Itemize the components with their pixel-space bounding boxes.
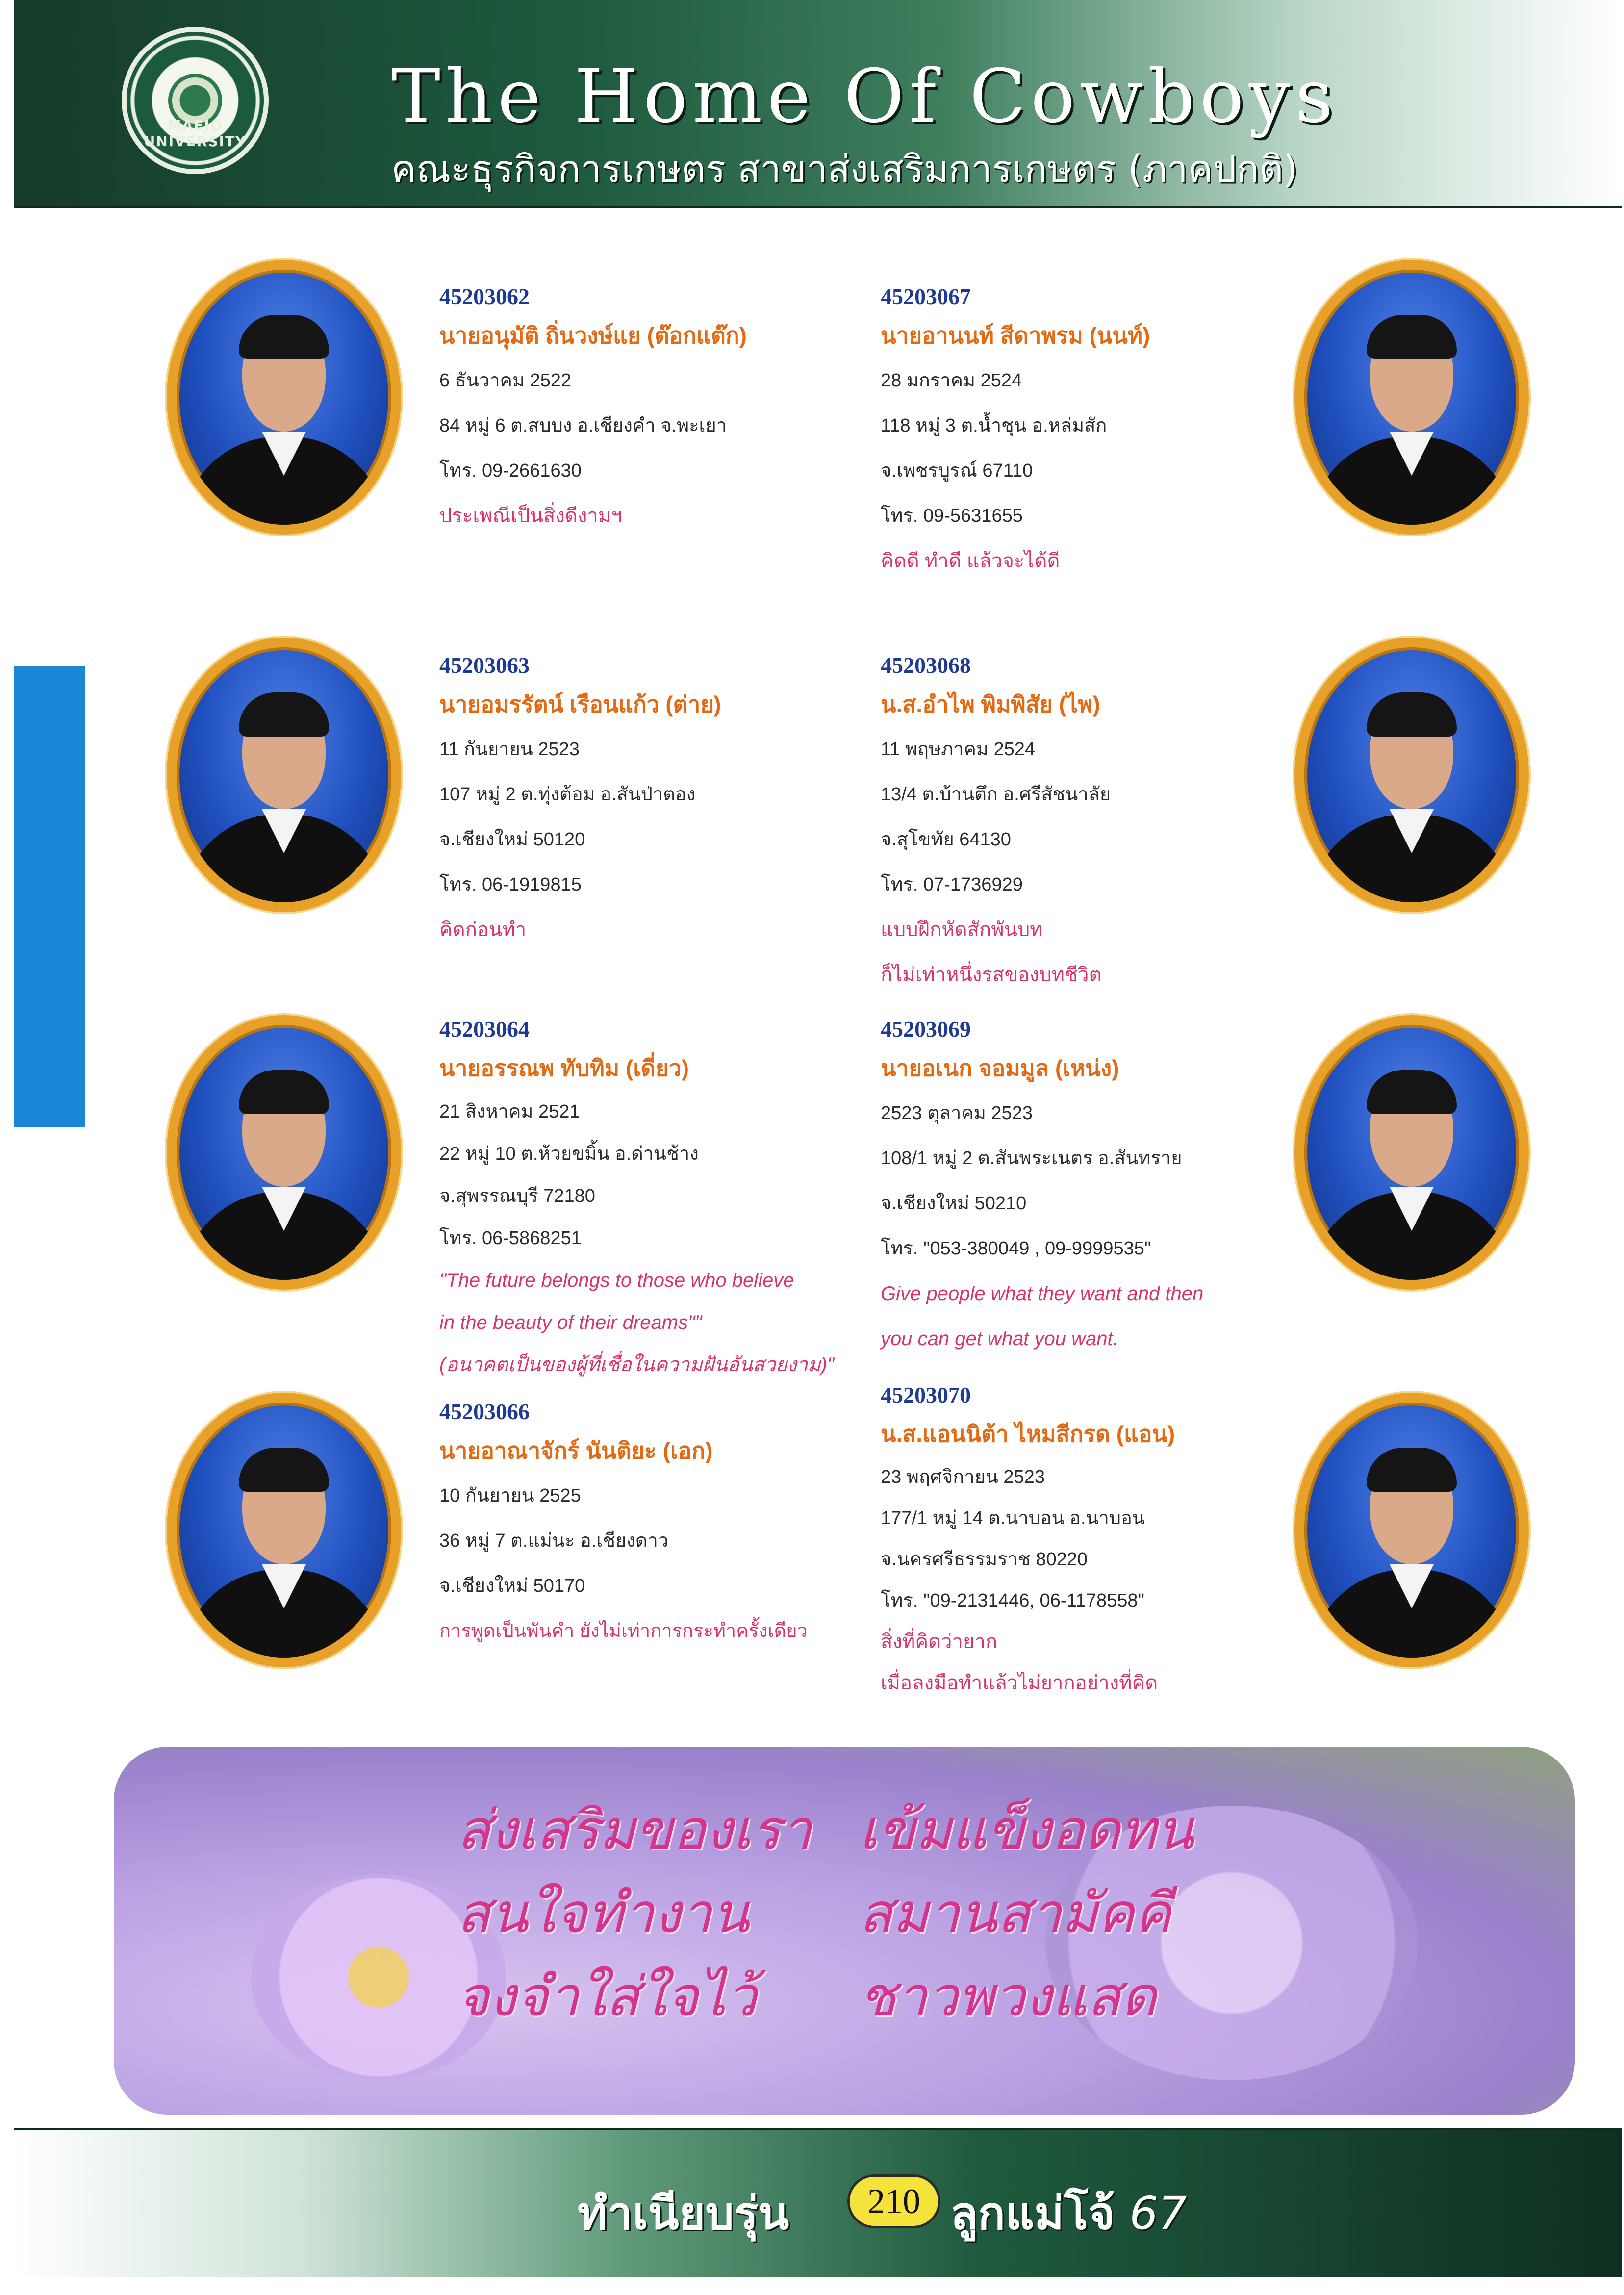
motto-line: ประเพณีเป็นสิ่งดีงามฯ: [439, 505, 622, 527]
student-entry: [439, 1013, 861, 1386]
student-id: 45203067: [881, 284, 971, 309]
slogan-line: จงจำใส่ใจไว้: [457, 1965, 757, 2029]
address-line: จ.เชียงใหม่ 50210: [881, 1193, 1027, 1214]
student-entry: [881, 280, 1302, 584]
student-name: นายอาณาจักร์ นันติยะ (เอก): [439, 1438, 713, 1463]
phone: โทร. 09-5631655: [881, 506, 1023, 526]
motto-line: แบบฝึกหัดสักพันบท: [881, 919, 1043, 941]
motto-line: สิ่งที่คิดว่ายาก: [881, 1631, 998, 1653]
motto-line: การพูดเป็นพันคำ ยังไม่เท่าการกระทำครั้งเดียว: [439, 1621, 808, 1641]
address-line: 22 หมู่ 10 ต.ห้วยขมิ้น อ.ด่านช้าง: [439, 1144, 699, 1164]
motto-line: (อนาคตเป็นของผู้ที่เชื่อในความฝันอันสวยงาม)": [439, 1354, 835, 1376]
student-name: นายอมรรัตน์ เรือนแก้ว (ต่าย): [439, 691, 721, 717]
footer-subtitle: [950, 2177, 1187, 2249]
phone: โทร. 06-5868251: [439, 1228, 582, 1249]
motto-line: in the beauty of their dreams"": [439, 1312, 702, 1333]
student-photo-45203062: [167, 260, 401, 535]
student-entry: [881, 1379, 1302, 1704]
student-id: 45203066: [439, 1399, 530, 1424]
page-number: 210: [847, 2174, 940, 2228]
slogan-line: สมานสามัคคี: [859, 1882, 1171, 1945]
page-subtitle: คณะธุรกิจการเกษตร สาขาส่งเสริมการเกษตร (ภาคปกติ): [391, 147, 1298, 191]
birth-date: 23 พฤศจิกายน 2523: [881, 1467, 1045, 1487]
student-id: 45203070: [881, 1382, 971, 1407]
address-line: จ.เพชรบูรณ์ 67110: [881, 460, 1033, 481]
address-line: จ.สุพรรณบุรี 72180: [439, 1186, 595, 1206]
slogan-line: เข้มแข็งอดทน: [859, 1798, 1194, 1862]
page-title: The Home Of Cowboys: [391, 54, 1338, 139]
birth-date: 6 ธันวาคม 2522: [439, 370, 572, 391]
address-line: 118 หมู่ 3 ต.น้ำชุน อ.หล่มสัก: [881, 415, 1107, 436]
student-name: นายอรรณพ ทับทิม (เดี่ยว): [439, 1055, 689, 1081]
student-photo-45203063: [167, 638, 401, 912]
student-id: 45203064: [439, 1017, 530, 1042]
student-photo-45203067: [1294, 260, 1529, 535]
address-line: 108/1 หมู่ 2 ต.สันพระเนตร อ.สันทราย: [881, 1148, 1182, 1169]
student-id: 45203069: [881, 1017, 971, 1042]
footer-title: ทำเนียบรุ่น: [578, 2187, 789, 2240]
address-line: จ.เชียงใหม่ 50170: [439, 1576, 585, 1596]
slogan-line: ชาวพวงแสด: [859, 1965, 1157, 2029]
student-name: นายอนุมัติ ถิ่นวงษ์แย (ต๊อกแต๊ก): [439, 323, 747, 348]
address-line: 13/4 ต.บ้านตึก อ.ศรีสัชนาลัย: [881, 784, 1111, 805]
student-photo-45203064: [167, 1015, 401, 1290]
student-photo-45203068: [1294, 638, 1529, 912]
address-line: จ.สุโขทัย 64130: [881, 829, 1011, 850]
birth-date: 2523 ตุลาคม 2523: [881, 1103, 1033, 1123]
student-name: นายอเนก จอมมูล (เหน่ง): [881, 1055, 1119, 1081]
address-line: 107 หมู่ 2 ต.ทุ่งต้อม อ.สันป่าตอง: [439, 784, 696, 805]
phone: โทร. "053-380049 , 09-9999535": [881, 1238, 1151, 1259]
motto-line: you can get what you want.: [881, 1328, 1118, 1350]
address-line: จ.เชียงใหม่ 50120: [439, 829, 585, 850]
slogan-line: ส่งเสริมของเรา: [457, 1798, 812, 1862]
address-line: 36 หมู่ 7 ต.แม่นะ อ.เชียงดาว: [439, 1530, 669, 1551]
phone: โทร. "09-2131446, 06-1178558": [881, 1590, 1144, 1611]
motto-line: "The future belongs to those who believe: [439, 1270, 794, 1291]
student-name: น.ส.อำไพ พิมพิสัย (ไพ): [881, 691, 1100, 717]
student-name: น.ส.แอนนิต้า ไหมสีกรด (แอน): [881, 1421, 1175, 1447]
student-entry: [881, 1013, 1302, 1361]
footer-class-number: 67: [1129, 2187, 1187, 2240]
motto-line: เมื่อลงมือทำแล้วไม่ยากอย่างที่คิด: [881, 1672, 1158, 1694]
side-accent-bar: [14, 666, 85, 1127]
student-photo-45203069: [1294, 1015, 1529, 1290]
page-header: [14, 0, 1622, 208]
address-line: จ.นครศรีธรรมราช 80220: [881, 1549, 1088, 1570]
university-seal-icon: [122, 27, 269, 174]
page-footer: [14, 2128, 1622, 2277]
phone: โทร. 07-1736929: [881, 874, 1023, 895]
address-line: 177/1 หมู่ 14 ต.นาบอน อ.นาบอน: [881, 1508, 1145, 1529]
student-name: นายอานนท์ สีดาพรม (นนท์): [881, 323, 1150, 348]
student-photo-45203070: [1294, 1393, 1529, 1667]
slogan-banner: [114, 1747, 1575, 2115]
seal-text: MAEJO UNIVERSITY: [144, 117, 247, 150]
student-entry: [881, 649, 1302, 997]
student-photo-45203066: [167, 1393, 401, 1667]
motto-line: Give people what they want and then: [881, 1283, 1204, 1304]
student-entry: [439, 1396, 861, 1654]
footer-subtitle-text: ลูกแม่โจ้: [950, 2187, 1115, 2240]
motto-line: คิดก่อนทำ: [439, 919, 527, 941]
student-id: 45203063: [439, 653, 530, 678]
student-id: 45203062: [439, 284, 530, 309]
slogan-line: สนใจทำงาน: [457, 1882, 750, 1945]
phone: โทร. 09-2661630: [439, 460, 582, 481]
birth-date: 21 สิงหาคม 2521: [439, 1101, 580, 1122]
birth-date: 11 พฤษภาคม 2524: [881, 739, 1036, 760]
birth-date: 11 กันยายน 2523: [439, 739, 580, 760]
student-entry: [439, 649, 861, 952]
motto-line: ก็ไม่เท่าหนึ่งรสของบทชีวิต: [881, 964, 1102, 986]
student-entry: [439, 280, 861, 538]
birth-date: 28 มกราคม 2524: [881, 370, 1022, 391]
student-id: 45203068: [881, 653, 971, 678]
birth-date: 10 กันยายน 2525: [439, 1485, 581, 1506]
phone: โทร. 06-1919815: [439, 874, 582, 895]
motto-line: คิดดี ทำดี แล้วจะได้ดี: [881, 550, 1060, 572]
address-line: 84 หมู่ 6 ต.สบบง อ.เชียงคำ จ.พะเยา: [439, 415, 727, 436]
